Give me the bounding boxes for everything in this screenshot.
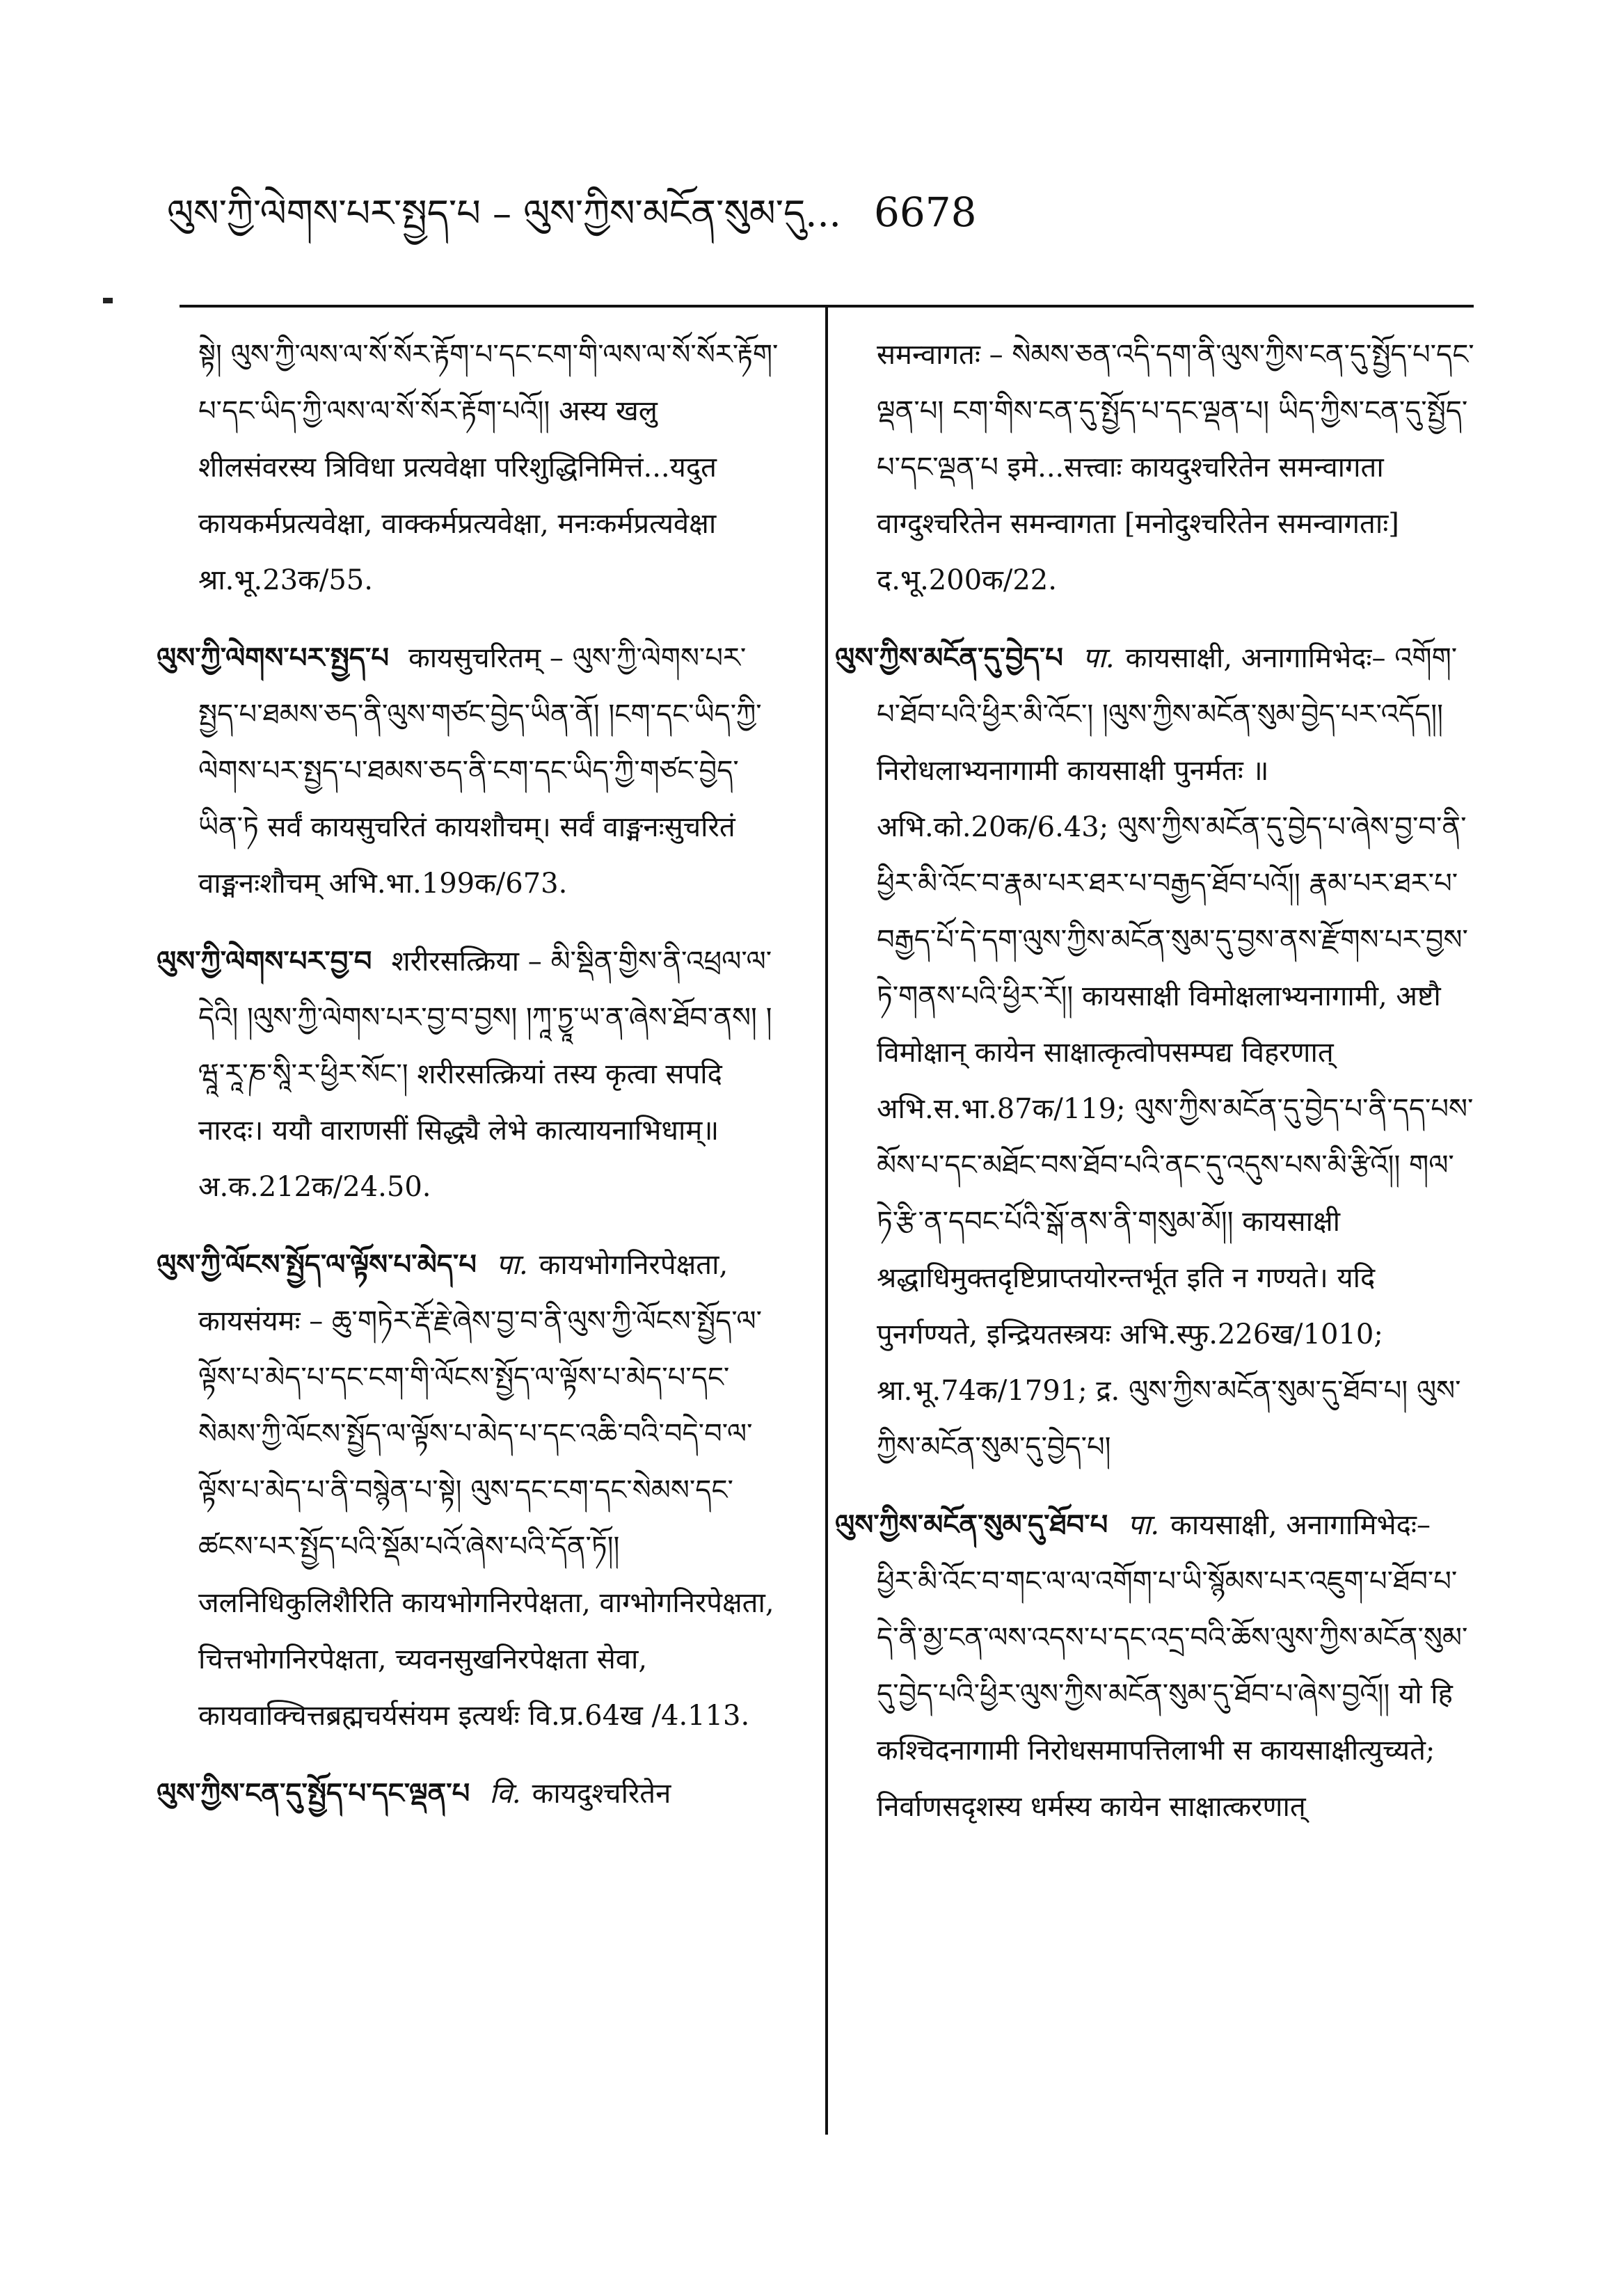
dictionary-entry <box>157 630 783 912</box>
entry-text: कायदुश्चरितेन <box>532 1778 671 1810</box>
entry-grammar-tag: वि. <box>489 1778 521 1810</box>
entry-headword: ལུས་ཀྱི་ལེགས་པར་བྱ་བ <box>157 945 372 978</box>
dictionary-entry <box>835 630 1475 1476</box>
running-head: ལུས་ཀྱི་ལེགས་པར་སྤྱད་པ – ལུས་ཀྱིས་མངོན་སུམ་དུ... <box>167 191 841 235</box>
entry-text: कायसाक्षी, अनागामिभेदः– འགོག་པ་ཐོབ་པའི་ཕྱིར་མི་འོང་། །ལུས་ཀྱིས་མངོན་སུམ་བྱེད་པར་འདོད།། निरोधलाभ्यनागामी कायसाक्षी पुनर्मतः ॥ अभि.को.20क/6.43; ལུས་ཀྱིས་མངོན་དུ་བྱེད་པ་ཞེས་བྱ་བ་ནི་ཕྱིར་མི་འོང་བ་རྣམ་པར་ཐར་པ་བརྒྱད་ཐོབ་པའོ།། རྣམ་པར་ཐར་པ་བརྒྱད་པོ་དེ་དག་ལུས་ཀྱིས་མངོན་སུམ་དུ་བྱས་ནས་རྫོགས་པར་བྱས་ཏེ་གནས་པའི་ཕྱིར་རོ།། कायसाक्षी विमोक्षलाभ्यनागामी, अष्टौ विमोक्षान् कायेन साक्षात्कृत्वोपसम्पद्य विहरणात् अभि.स.भा.87क/119; ལུས་ཀྱིས་མངོན་དུ་བྱེད་པ་ནི་དད་པས་མོས་པ་དང་མཐོང་བས་ཐོབ་པའི་ནང་དུ་འདུས་པས་མི་རྩིའོ།། གལ་ཏེ་རྩི་ན་དབང་པོའི་སྒོ་ནས་ནི་གསུམ་མོ།། कायसाक्षी श्रद्धाधिमुक्तदृष्टिप्राप्तयोरन्तर्भूत इति न गण्यते। यदि पुनर्गण्यते, इन्द्रियतस्त्रयः अभि.स्फु.226ख/1010; श्रा.भू.74क/1791; द्र. ལུས་ཀྱིས་མངོན་སུམ་དུ་ཐོབ་པ། ལུས་ཀྱིས་མངོན་སུམ་དུ་བྱེད་པ། <box>877 642 1474 1463</box>
dictionary-entry <box>157 933 783 1216</box>
entry-grammar-tag: पा. <box>1082 642 1115 674</box>
entry-headword: ལུས་ཀྱིས་ངན་དུ་སྤྱོད་པ་དང་ལྡན་པ <box>157 1777 470 1810</box>
entry-text: शरीरसत्क्रिया – མི་སྡིན་གྱིས་ནི་འཕྲལ་ལ་དེའི། །ལུས་ཀྱི་ལེགས་པར་བྱ་བ་བྱས། །ཀཱ་ཏྱཱ་ཡ་ན་ཞེས་ཐོབ་ནས། །ཝཱ་རཱ་ཎ་སཱི་ར་ཕྱིར་སོང་། शरीरसत्क्रियां तस्य कृत्वा सपदि नारदः। ययौ वाराणसीं सिद्ध्यै लेभे कात्यायनाभिधाम्॥ अ.क.212क/24.50. <box>198 946 772 1203</box>
entry-text: कायभोगनिरपेक्षता, कायसंयमः – ཆུ་གཏེར་རྡོ་རྗེ་ཞེས་བྱ་བ་ནི་ལུས་ཀྱི་ལོངས་སྤྱོད་ལ་ལྟོས་པ་མེད་པ་དང་ངག་གི་ལོངས་སྤྱོད་ལ་ལྟོས་པ་མེད་པ་དང་སེམས་ཀྱི་ལོངས་སྤྱོད་ལ་ལྟོས་པ་མེད་པ་དང་འཆི་བའི་བདེ་བ་ལ་ལྟོས་པ་མེད་པ་ནི་བསྙེན་པ་སྟེ། ལུས་དང་ངག་དང་སེམས་དང་ཚངས་པར་སྤྱོད་པའི་སྡོམ་པའོ་ཞེས་པའི་དོན་ཏོ།། जलनिधिकुलिशैरिति कायभोगनिरपेक्षता, वाग्भोगनिरपेक्षता, चित्तभोगनिरपेक्षता, च्यवनसुखनिरपेक्षता सेवा, कायवाक्चित्तब्रह्मचर्यसंयम इत्यर्थः वि.प्र.64ख /4.113. <box>198 1249 774 1732</box>
entry-headword: ལུས་ཀྱི་ལོངས་སྤྱོད་ལ་ལྟོས་པ་མེད་པ <box>157 1248 477 1281</box>
running-header <box>167 188 977 238</box>
page-number: 6678 <box>873 189 977 236</box>
dictionary-entry-continuation <box>877 327 1475 609</box>
entry-headword: ལུས་ཀྱིས་མངོན་སུམ་དུ་ཐོབ་པ <box>835 1508 1108 1541</box>
entry-text: समन्वागतः – སེམས་ཅན་འདི་དག་ནི་ལུས་ཀྱིས་ངན་དུ་སྤྱོད་པ་དང་ལྡན་པ། ངག་གིས་ངན་དུ་སྤྱོད་པ་དང་ལྡན་པ། ཡིད་ཀྱིས་ངན་དུ་སྤྱོད་པ་དང་ལྡན་པ इमे...सत्त्वाः कायदुश्चरितेन समन्वागता वाग्दुश्चरितेन समन्वागता [मनोदुश्चरितेन समन्वागताः] द.भू.200क/22. <box>877 339 1474 596</box>
entry-grammar-tag: पा. <box>495 1249 528 1281</box>
entry-headword: ལུས་ཀྱི་ལེགས་པར་སྤྱད་པ <box>157 642 389 674</box>
entry-headword: ལུས་ཀྱིས་མངོན་དུ་བྱེད་པ <box>835 642 1063 674</box>
dictionary-entry-continuation <box>198 327 783 609</box>
column-divider <box>825 305 828 2135</box>
margin-mark <box>103 298 113 303</box>
right-column <box>835 327 1475 1856</box>
dictionary-entry <box>835 1497 1475 1835</box>
entry-grammar-tag: पा. <box>1127 1509 1160 1541</box>
entry-text: कायसुचरितम् – ལུས་ཀྱི་ལེགས་པར་སྤྱད་པ་ཐམས་ཅད་ནི་ལུས་གཙང་བྱེད་ཡིན་ནོ། །ངག་དང་ཡིད་ཀྱི་ལེགས་པར་སྤྱད་པ་ཐམས་ཅད་ནི་ངག་དང་ཡིད་ཀྱི་གཙང་བྱེད་ཡིན་ཏེ सर्वं कायसुचरितं कायशौचम्। सर्वं वाङ्मनःसुचरितं वाङ्मनःशौचम् अभि.भा.199क/673. <box>198 642 762 900</box>
entry-text: སྟེ། ལུས་ཀྱི་ལས་ལ་སོ་སོར་རྟོག་པ་དང་ངག་གི་ལས་ལ་སོ་སོར་རྟོག་པ་དང་ཡིད་ཀྱི་ལས་ལ་སོ་སོར་རྟོག་པའོ།། अस्य खलु शीलसंवरस्य त्रिविधा प्रत्यवेक्षा परिशुद्धिनिमित्तं...यदुत कायकर्मप्रत्यवेक्षा, वाक्कर्मप्रत्यवेक्षा, मनःकर्मप्रत्यवेक्षा श्रा.भू.23क/55. <box>198 339 779 596</box>
dictionary-entry <box>157 1765 783 1822</box>
entry-text: कायसाक्षी, अनागामिभेदः– ཕྱིར་མི་འོང་བ་གང་ལ་ལ་འགོག་པ་ཡི་སྙོམས་པར་འཇུག་པ་ཐོབ་པ་དེ་ནི་མྱ་ངན་ལས་འདས་པ་དང་འདྲ་བའི་ཆོས་ལུས་ཀྱིས་མངོན་སུམ་དུ་བྱེད་པའི་ཕྱིར་ལུས་ཀྱིས་མངོན་སུམ་དུ་ཐོབ་པ་ཞེས་བྱའོ།། यो हि कश्चिदनागामी निरोधसमापत्तिलाभी स कायसाक्षीत्युच्यते; निर्वाणसदृशस्य धर्मस्य कायेन साक्षात्करणात् <box>877 1509 1468 1823</box>
dictionary-entry <box>157 1236 783 1744</box>
left-column <box>157 327 783 1843</box>
